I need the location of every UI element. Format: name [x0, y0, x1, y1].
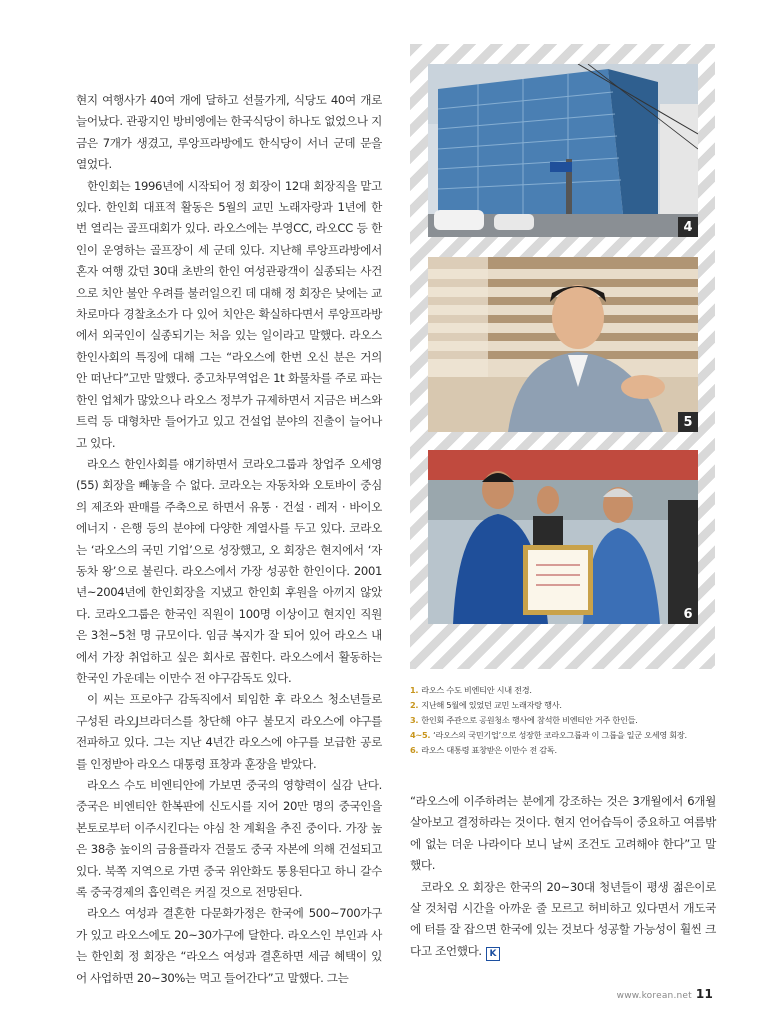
photo-chairman-portrait	[428, 257, 698, 432]
caption-item: 1. 라오스 수도 비엔티안 시내 전경.	[410, 685, 532, 695]
photo-panel	[410, 44, 715, 669]
right-article-column	[410, 791, 716, 962]
left-article-column	[76, 90, 382, 989]
article-end-mark-icon: K	[486, 947, 500, 961]
footer-site-url: www.korean.net	[616, 991, 692, 1001]
article-paragraph: “라오스에 이주하려는 분에게 강조하는 것은 3개월에서 6개월 살아보고 결정하라는 것이다. 현지 언어습득이 중요하고 여름밖에 없는 더운 나라이다 보니 날씨 조건도 고려해야 한다”고 말했다.	[410, 794, 716, 873]
photo-korao-building	[428, 64, 698, 237]
caption-item: 3. 한인회 주관으로 공원청소 행사에 참석한 비엔티안 거주 한인들.	[410, 715, 638, 725]
photo-award-ceremony	[428, 450, 698, 624]
caption-item: 4~5. ‘라오스의 국민기업’으로 성장한 코라오그룹과 이 그룹을 일군 오세영 회장.	[410, 730, 687, 740]
photo-number-badge: 5	[678, 412, 698, 432]
caption-item: 6. 라오스 대통령 표창받은 이만수 전 감독.	[410, 745, 557, 755]
caption-item: 2. 지난해 5월에 있었던 교민 노래자랑 행사.	[410, 700, 562, 710]
article-paragraph: 라오스 수도 비엔티안에 가보면 중국의 영향력이 실감 난다. 중국은 비엔티안 한복판에 신도시를 지어 20만 명의 중국인을 본토로부터 이주시킨다는 야심 찬 계획을 추진 중이다. 가장 높은 38층 높이의 금융플라자 건물도 중국 자본에 의해 건설되고 있다. 북쪽 지역으로 가면 중국 위안화도 통용된다고 하니 갈수록 중국경제의 흡인력은 커질 것으로 전망된다.	[76, 778, 382, 900]
photo-number-badge: 4	[678, 217, 698, 237]
photo-captions	[410, 683, 720, 758]
article-paragraph: 라오스 여성과 결혼한 다문화가정은 한국에 500~700가구가 있고 라오스에도 20~30가구에 달한다. 라오스인 부인과 사는 한인회 정 회장은 “라오스 여성과 결혼하면 세금 혜택이 있어 사업하면 20~30%는 먹고 들어간다”고 말했다. 그는	[76, 906, 382, 985]
article-paragraph: 이 씨는 프로야구 감독직에서 퇴임한 후 라오스 청소년들로 구성된 라오J브라더스를 창단해 야구 불모지 라오스에 야구를 전파하고 있다. 그는 지난 4년간 라오스에 야구를 보급한 공로를 인정받아 라오스 대통령 표창과 훈장을 받았다.	[76, 692, 382, 771]
article-paragraph: 코라오 오 회장은 한국의 20~30대 청년들이 평생 젊은이로 살 것처럼 시간을 아까운 줄 모르고 허비하고 있다면서 개도국에 터를 잘 잡으면 한국에 있는 것보다 성공할 가능성이 훨씬 크다고 조언했다. K	[410, 879, 716, 959]
article-paragraph: 한인회는 1996년에 시작되어 정 회장이 12대 회장직을 맡고 있다. 한인회 대표적 활동은 5월의 교민 노래자랑과 1년에 한 번 열리는 골프대회가 있다. 라오스에는 부영CC, 라오CC 등 한인이 운영하는 골프장이 세 군데 있다. 지난해 루앙프라방에서 혼자 여행 갔던 30대 초반의 한인 여성관광객이 실종되는 사건으로 치안 불안 우려를 불러일으킨 데 대해 정 회장은 낮에는 교차로마다 경찰초소가 다 있어 치안은 확실하다면서 루앙프라방에서 외국인이 실종되기는 처음 있는 일이라고 말했다. 라오스 한인사회의 특징에 대해 그는 “라오스에 한번 오신 분은 거의 안 떠난다”고만 말했다. 중고차무역업은 1t 화물차를 주로 파는 한인 업체가 많았으나 라오스 정부가 규제하면서 지금은 버스와 트럭 등 대형차만 들어가고 있고 건설업 분야의 진출이 늘어나고 있다.	[76, 178, 382, 450]
page-number: 11	[695, 987, 713, 1001]
page-footer	[617, 987, 713, 1001]
article-paragraph: 현지 여행사가 40여 개에 달하고 선물가게, 식당도 40여 개로 늘어났다. 관광지인 방비엥에는 한국식당이 하나도 없었으나 지금은 7개가 생겼고, 루앙프라방에도 한식당이 서너 군데 문을 열었다.	[76, 93, 382, 172]
photo-number-badge: 6	[678, 604, 698, 624]
article-paragraph: 라오스 한인사회를 얘기하면서 코라오그룹과 창업주 오세영(55) 회장을 빼놓을 수 없다. 코라오는 자동차와 오토바이 중심의 제조와 판매를 주축으로 하면서 유통 · 건설 · 레저 · 바이오에너지 · 은행 등의 분야에 다양한 계열사를 두고 있다. 코라오는 ‘라오스의 국민 기업’으로 성장했고, 오 회장은 현지에서 ‘자동차 왕’으로 불린다. 라오스에서 가장 성공한 한인이다. 2001년~2004년에 한인회장을 지냈고 한인회 후원을 아끼지 않았다. 코라오그룹은 한국인 직원이 100명 이상이고 현지인 직원은 3천~5천 명 규모이다. 임금 복지가 잘 되어 있어 라오스 내에서 가장 취업하고 싶은 회사로 꼽힌다. 라오스에서 활동하는 한국인 가운데는 이만수 전 야구감독도 있다.	[76, 456, 382, 685]
